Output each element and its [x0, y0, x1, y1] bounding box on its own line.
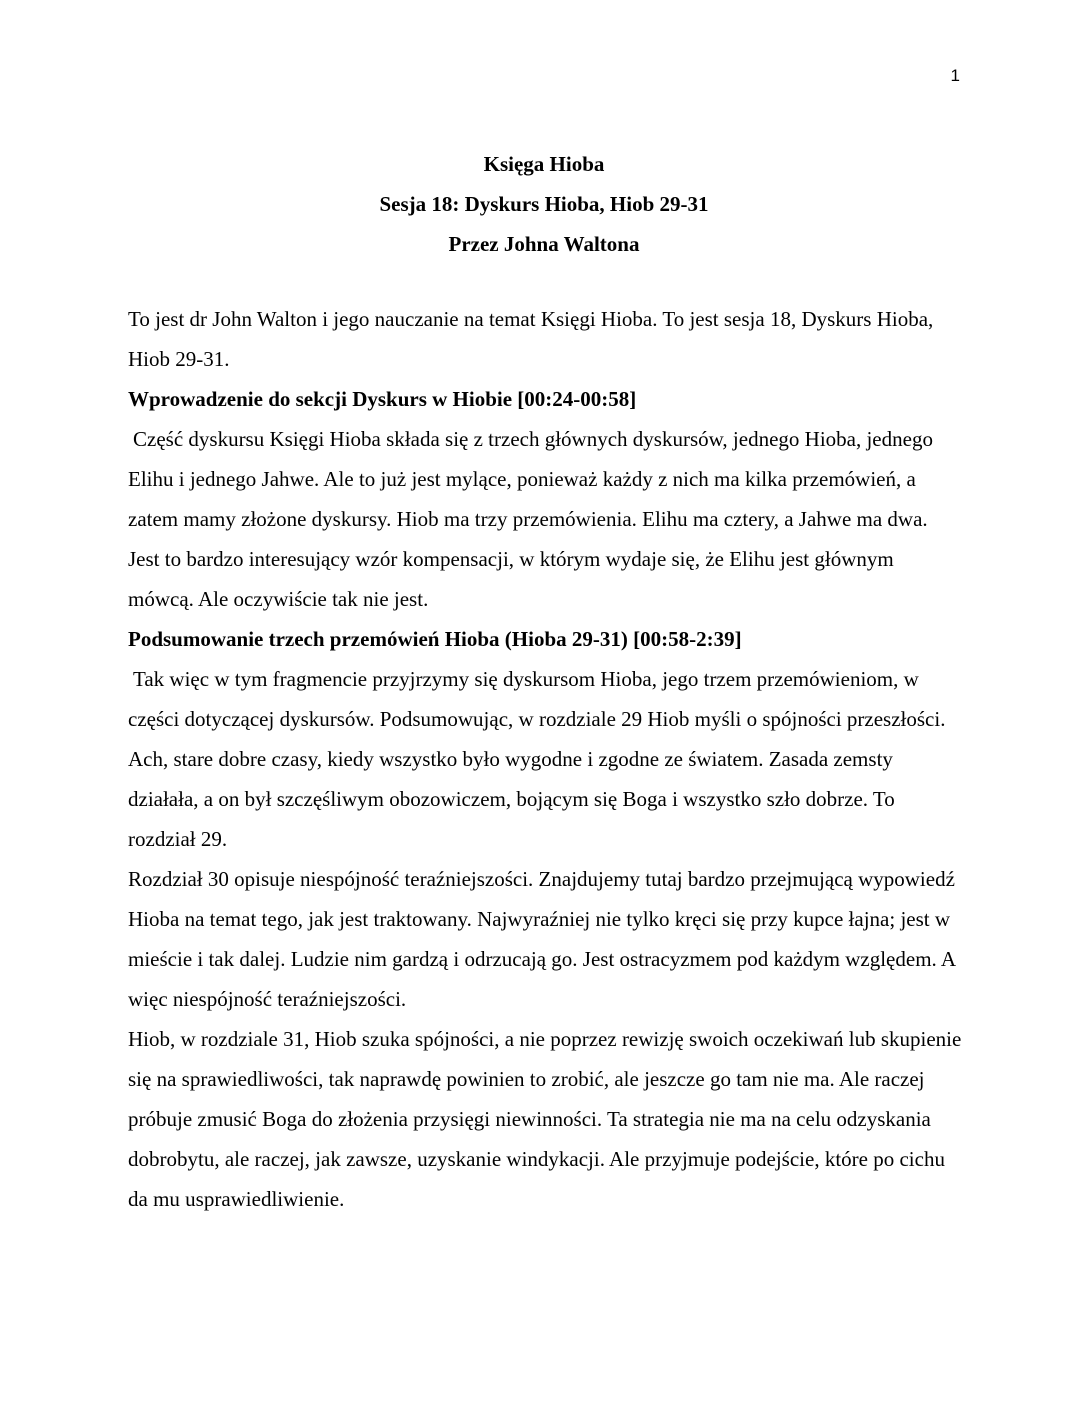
author-line: Przez Johna Waltona	[448, 232, 640, 256]
title-block	[0, 144, 1088, 264]
body-paragraph: Hiob, w rozdziale 31, Hiob szuka spójności, a nie poprzez rewizję swoich oczekiwań lub skupienie się na sprawiedliwości, tak naprawdę powinien to zrobić, ale jeszcze go tam nie ma. Ale raczej próbuje zmusić Boga do złożenia przysięgi niewinności. Ta strategia nie ma na celu odzyskania dobrobytu, ale raczej, jak zawsze, uzyskanie windykacji. Ale przyjmuje podejście, które po cichu da mu usprawiedliwienie.	[128, 1027, 962, 1211]
session-title: Sesja 18: Dyskurs Hioba, Hiob 29-31	[379, 192, 709, 216]
body-paragraph: Część dyskursu Księgi Hioba składa się z trzech głównych dyskursów, jednego Hioba, jednego Elihu i jednego Jahwe. Ale to już jest mylące, ponieważ każdy z nich ma kilka przemówień, a zatem mamy złożone dyskursy. Hiob ma trzy przemówienia. Elihu ma cztery, a Jahwe ma dwa. Jest to bardzo interesujący wzór kompensacji, w którym wydaje się, że Elihu jest głównym mówcą. Ale oczywiście tak nie jest.	[128, 427, 933, 611]
page-number: 1	[950, 66, 960, 85]
intro-paragraph: To jest dr John Walton i jego nauczanie na temat Księgi Hioba. To jest sesja 18, Dyskurs Hioba, Hiob 29-31.	[128, 307, 934, 371]
document-title: Księga Hioba	[483, 152, 605, 176]
body-paragraph: Tak więc w tym fragmencie przyjrzymy się dyskursom Hioba, jego trzem przemówieniom, w części dotyczącej dyskursów. Podsumowując, w rozdziale 29 Hiob myśli o spójności przeszłości. Ach, stare dobre czasy, kiedy wszystko było wygodne i zgodne ze światem. Zasada zemsty działała, a on był szczęśliwym obozowiczem, bojącym się Boga i wszystko szło dobrze. To rozdział 29.	[128, 667, 946, 851]
section-heading-intro: Wprowadzenie do sekcji Dyskurs w Hiobie [00:24-00:58]	[128, 387, 637, 411]
body-paragraph: Rozdział 30 opisuje niespójność teraźniejszości. Znajdujemy tutaj bardzo przejmującą wypowiedź Hioba na temat tego, jak jest traktowany. Najwyraźniej nie tylko kręci się przy kupce łajna; jest w mieście i tak dalej. Ludzie nim gardzą i odrzucają go. Jest ostracyzmem pod każdym względem. A więc niespójność teraźniejszości.	[128, 867, 955, 1011]
section-heading-summary: Podsumowanie trzech przemówień Hioba (Hioba 29-31) [00:58-2:39]	[128, 627, 742, 651]
document-body	[128, 299, 964, 1219]
